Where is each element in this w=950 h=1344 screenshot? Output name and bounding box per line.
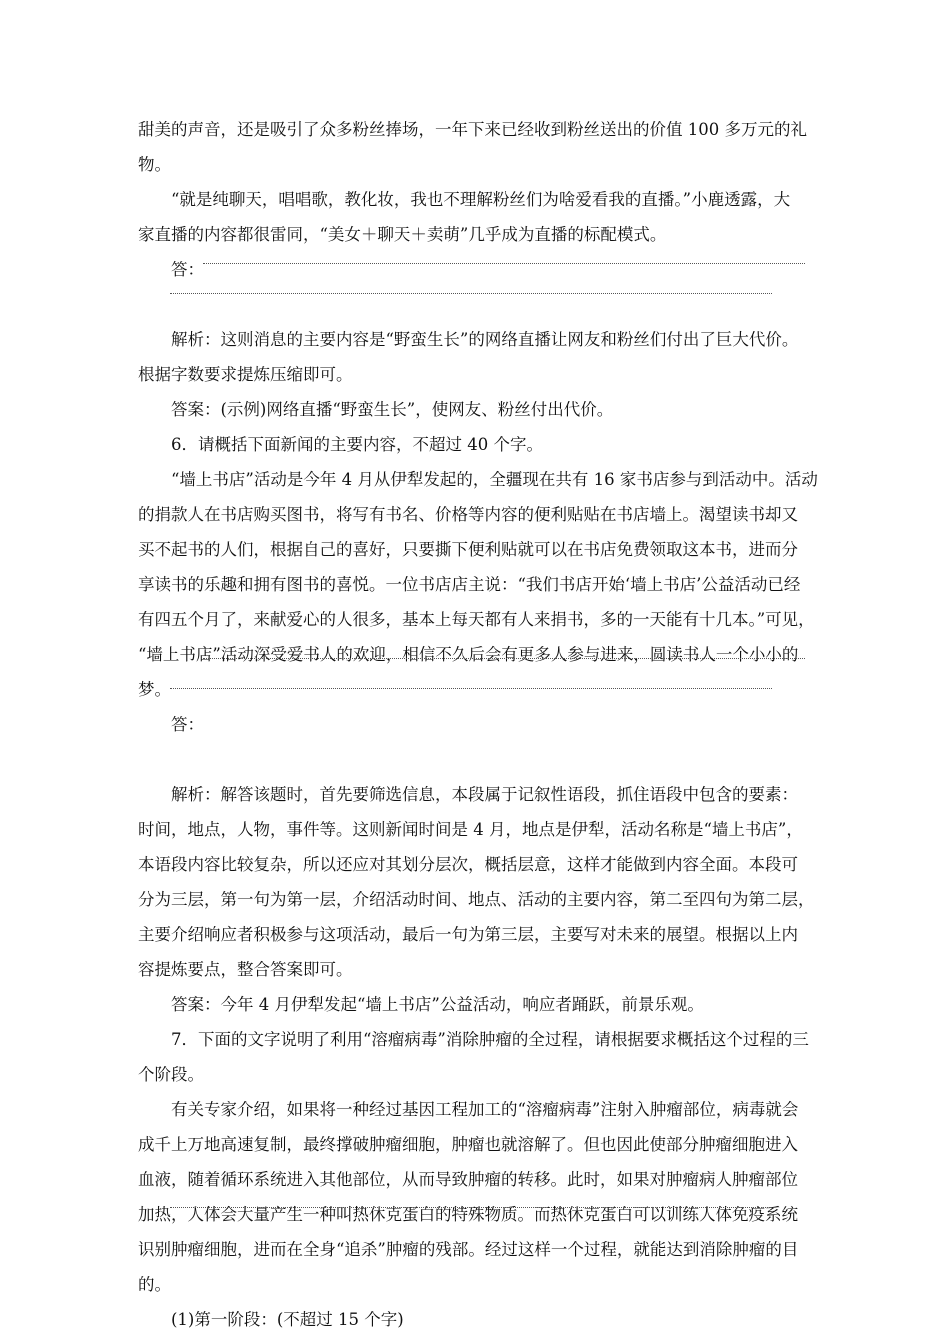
answer-rule[interactable] — [203, 263, 805, 264]
sub-question: (1)第一阶段：(不超过 15 个字) — [171, 1310, 404, 1329]
paragraph-line: “墙上书店”活动是今年 4 月从伊犁发起的，全疆现在共有 16 家书店参与到活动中。活动 — [171, 470, 818, 489]
paragraph-line: 成千上万地高速复制，最终撑破肿瘤细胞，肿瘤也就溶解了。但也因此使部分肿瘤细胞进入 — [138, 1135, 798, 1154]
analysis-line: 本语段内容比较复杂，所以还应对其划分层次，概括层意，这样才能做到内容全面。本段可 — [138, 855, 798, 874]
answer-label: 答： — [171, 260, 204, 279]
analysis-line: 根据字数要求提炼压缩即可。 — [138, 365, 353, 384]
question-title: 个阶段。 — [138, 1065, 204, 1084]
paragraph-line: 有关专家介绍，如果将一种经过基因工程加工的“溶瘤病毒”注射入肿瘤部位，病毒就会 — [171, 1100, 799, 1119]
question-title: 7．下面的文字说明了利用“溶瘤病毒”消除肿瘤的全过程，请根据要求概括这个过程的三 — [171, 1030, 809, 1049]
paragraph-line: 的捐款人在书店购买图书，将写有书名、价格等内容的便利贴贴在书店墙上。渴望读书却又 — [138, 505, 798, 524]
paragraph-line: 买不起书的人们，根据自己的喜好，只要撕下便利贴就可以在书店免费领取这本书，进而分 — [138, 540, 798, 559]
analysis-line: 时间，地点，人物，事件等。这则新闻时间是 4 月，地点是伊犁，活动名称是“墙上书店”， — [138, 820, 803, 839]
question-title: 6．请概括下面新闻的主要内容，不超过 40 个字。 — [171, 435, 543, 454]
answer-rule[interactable] — [203, 658, 805, 659]
answer-rule[interactable] — [170, 688, 772, 689]
paragraph-line: 有四五个月了，来献爱心的人很多，基本上每天都有人来捐书，多的一天能有十几本。”可见， — [138, 610, 815, 629]
paragraph-line: 的。 — [138, 1275, 171, 1294]
paragraph-line: 享读书的乐趣和拥有图书的喜悦。一位书店店主说：“我们书店开始‘墙上书店’公益活动已经 — [138, 575, 801, 594]
answer-label: 答： — [171, 715, 204, 734]
analysis-line: 容提炼要点，整合答案即可。 — [138, 960, 353, 979]
answer-line: 答案：(示例)网络直播“野蛮生长”，使网友、粉丝付出代价。 — [171, 400, 614, 419]
paragraph-line: 加热，人体会大量产生一种叫热休克蛋白的特殊物质。而热休克蛋白可以训练人体免疫系统 — [138, 1205, 798, 1224]
analysis-line: 解析：这则消息的主要内容是“野蛮生长”的网络直播让网友和粉丝们付出了巨大代价。 — [171, 330, 799, 349]
document-body — [138, 112, 818, 1337]
paragraph-line: 甜美的声音，还是吸引了众多粉丝捧场，一年下来已经收到粉丝送出的价值 100 多万元的礼 — [138, 120, 807, 139]
paragraph-line: “就是纯聊天，唱唱歌，教化妆，我也不理解粉丝们为啥爱看我的直播。”小鹿透露，大 — [171, 190, 791, 209]
paragraph-line: 血液，随着循环系统进入其他部位，从而导致肿瘤的转移。此时，如果对肿瘤病人肿瘤部位 — [138, 1170, 798, 1189]
paragraph-line: 梦。 — [138, 680, 171, 699]
paragraph-line: 识别肿瘤细胞，进而在全身“追杀”肿瘤的残部。经过这样一个过程，就能达到消除肿瘤的目 — [138, 1240, 799, 1259]
analysis-line: 分为三层，第一句为第一层，介绍活动时间、地点、活动的主要内容，第二至四句为第二层， — [138, 890, 815, 909]
answer-rule[interactable] — [170, 1207, 772, 1208]
paragraph-line: 物。 — [138, 155, 171, 174]
answer-line: 答案：今年 4 月伊犁发起“墙上书店”公益活动，响应者踊跃，前景乐观。 — [171, 995, 704, 1014]
blank-line-spacer — [138, 742, 818, 777]
paragraph-line: 家直播的内容都很雷同，“美女＋聊天＋卖萌”几乎成为直播的标配模式。 — [138, 225, 667, 244]
analysis-line: 解析：解答该题时，首先要筛选信息，本段属于记叙性语段，抓住语段中包含的要素： — [171, 785, 798, 804]
analysis-line: 主要介绍响应者积极参与这项活动，最后一句为第三层，主要写对未来的展望。根据以上内 — [138, 925, 798, 944]
paragraph-line: “墙上书店”活动深受爱书人的欢迎，相信不久后会有更多人参与进来，圆读书人一个小小的 — [138, 645, 799, 664]
answer-rule[interactable] — [170, 293, 772, 294]
